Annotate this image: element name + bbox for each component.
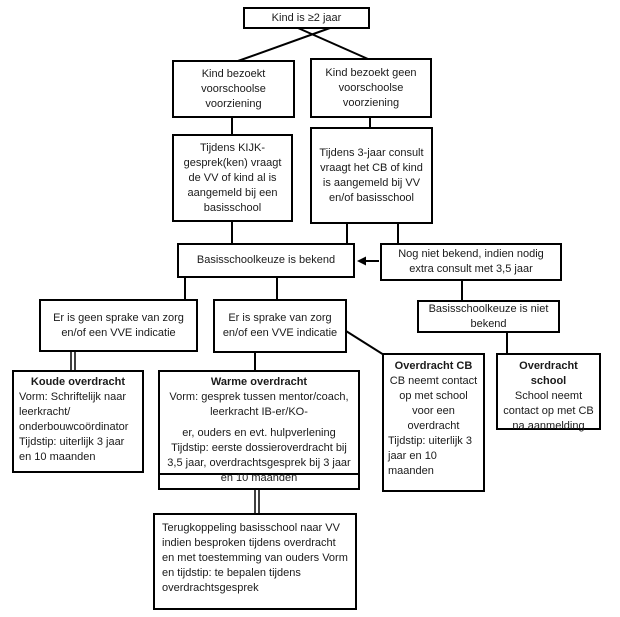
node-bezoekt-voorschoolse-label: Kind bezoekt voorschoolse voorziening — [201, 67, 266, 110]
node-warme-overdracht — [158, 370, 360, 490]
node-kind-2-jaar — [243, 7, 370, 29]
node-koude-overdracht-body: Vorm: Schriftelijk naar leerkracht/ onderbouwcoördinator Tijdstip: uiterlijk 3 jaar en 10 maanden — [19, 391, 129, 463]
node-overdracht-school-title: Overdracht school — [519, 360, 578, 387]
node-basisschoolkeuze-niet-bekend-label: Basisschoolkeuze is niet bekend — [428, 302, 549, 330]
node-3-jaar-consult-label: Tijdens 3-jaar consult vraagt het CB of kind is aangemeld bij VV en/of basisschool — [319, 146, 424, 204]
node-bezoekt-geen-voorschoolse — [310, 58, 432, 118]
node-overdracht-cb-title: Overdracht CB — [394, 360, 473, 372]
node-overdracht-cb — [382, 353, 485, 492]
node-3-jaar-consult — [310, 127, 433, 224]
node-koude-overdracht — [12, 370, 144, 473]
node-warme-overdracht-title: Warme overdracht — [210, 376, 308, 388]
node-basisschoolkeuze-bekend — [177, 243, 355, 278]
connector-root-to-visits-vve — [238, 28, 330, 61]
node-kijk-gesprek — [172, 134, 293, 222]
node-terugkoppeling — [153, 513, 357, 610]
node-overdracht-cb-body1: CB neemt contact op met school voor een overdracht — [389, 375, 478, 432]
node-overdracht-cb-body2: Tijdstip: uiterlijk 3 jaar en 10 maanden — [388, 435, 472, 477]
node-warme-overdracht-body1: Vorm: gesprek tussen mentor/coach, leerkracht IB-er/KO- — [169, 391, 349, 418]
node-basisschoolkeuze-niet-bekend — [417, 300, 560, 333]
node-kijk-gesprek-label: Tijdens KIJK-gesprek(ken) vraagt de VV of kind al is aangemeld bij een basisschool — [183, 141, 282, 214]
node-bezoekt-geen-voorschoolse-label: Kind bezoekt geen voorschoolse voorziening — [325, 66, 417, 109]
node-zorg-vve-label: Er is sprake van zorg en/of een VVE indicatie — [222, 312, 338, 339]
connector-root-to-no-vve — [298, 28, 368, 59]
node-overdracht-school-body: School neemt contact op met CB na aanmelding — [503, 390, 594, 432]
node-koude-overdracht-title: Koude overdracht — [30, 376, 126, 388]
node-nog-niet-bekend-label: Nog niet bekend, indien nodig extra consult met 3,5 jaar — [398, 248, 544, 275]
node-geen-zorg-vve-label: Er is geen sprake van zorg en/of een VVE indicatie — [53, 311, 184, 339]
connector-care-to-overdracht-cb — [346, 331, 384, 355]
arrowhead-left-icon — [357, 257, 366, 266]
node-geen-zorg-vve — [39, 299, 198, 352]
node-overdracht-school — [496, 353, 601, 430]
node-bezoekt-voorschoolse — [172, 60, 295, 118]
node-terugkoppeling-label: Terugkoppeling basisschool naar VV indien besproken tijdens overdracht en met toestemming van ouders Vorm en tijdstip: te bepalen tijdens overdrachtsgesprek — [162, 522, 348, 594]
node-warme-overdracht-body2: er, ouders en evt. hulpverlening Tijdstip: eerste dossieroverdracht bij 3,5 jaar, overdrachtsgesprek bij 3 jaar en 10 maanden — [167, 427, 351, 484]
node-kind-2-jaar-label: Kind is ≥2 jaar — [271, 11, 342, 24]
node-nog-niet-bekend — [380, 243, 562, 281]
node-basisschoolkeuze-bekend-label: Basisschoolkeuze is bekend — [196, 254, 336, 266]
node-zorg-vve — [213, 299, 347, 353]
